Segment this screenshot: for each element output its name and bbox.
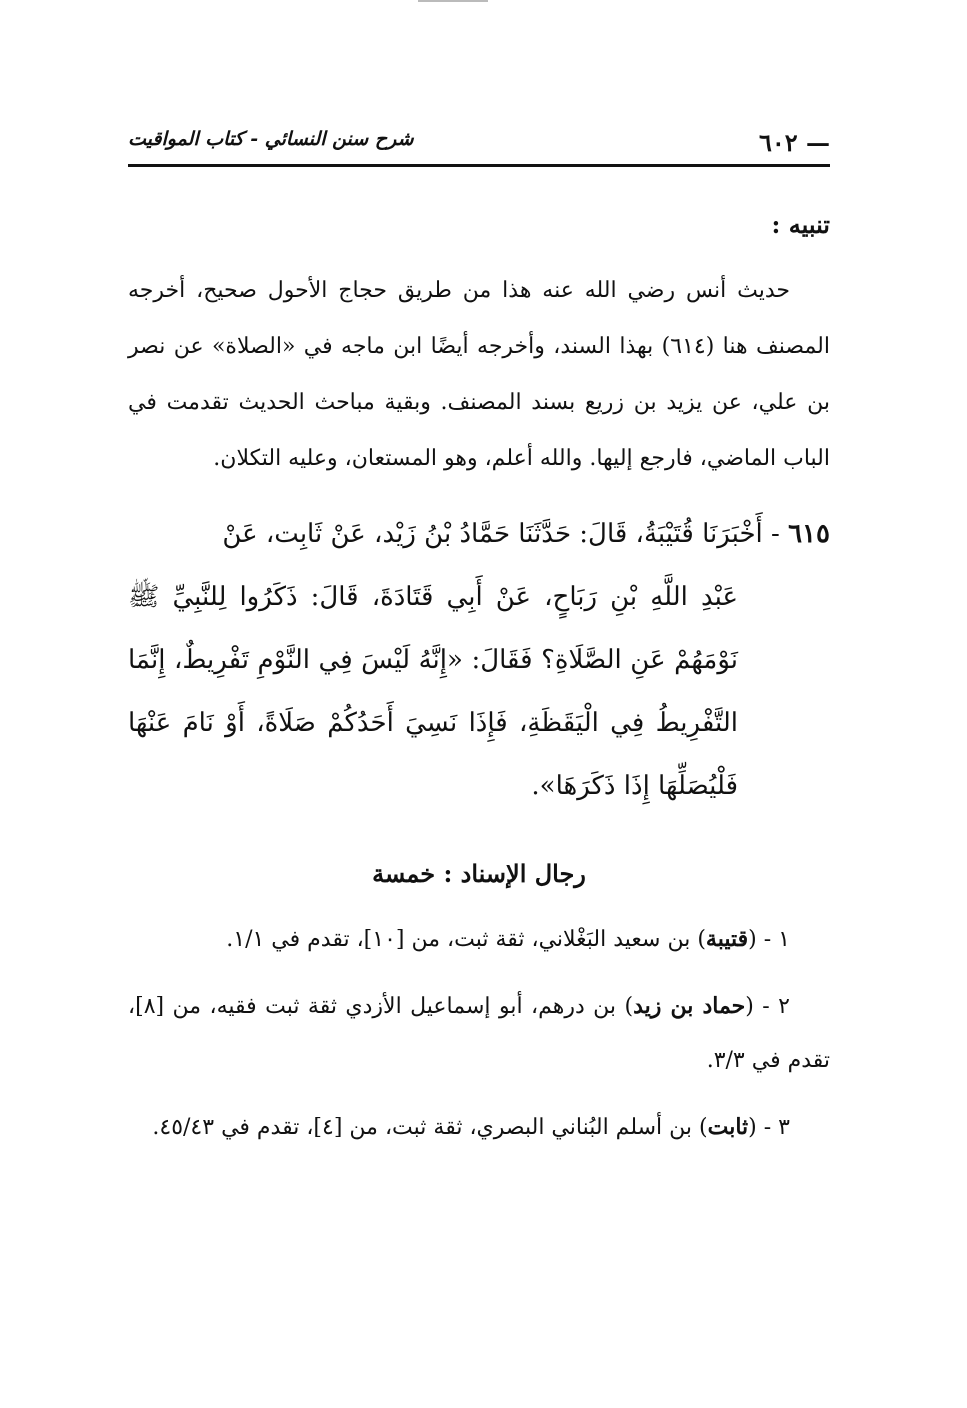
note-heading: تنبيه : [771, 210, 830, 239]
page-header [128, 120, 830, 172]
narrator-entry [128, 1100, 830, 1155]
page-number [759, 128, 830, 157]
narrator-entry [128, 912, 830, 967]
narrator-name: ثابت [707, 1114, 749, 1140]
hadith-text-line1: - أَخْبَرَنَا قُتَيْبَةُ، قَالَ: حَدَّثَنَا حَمَّادُ بْنُ زَيْد، عَنْ ثَابِت، عَنْ [222, 519, 780, 549]
narrator-details: ) بن سعيد البَغْلاني، ثقة ثبت، من [١٠]، تقدم في ١/١. [226, 927, 706, 952]
narrator-name: قتيبة [705, 926, 749, 952]
section-title: رجال الإسناد : خمسة [372, 859, 586, 888]
narrator-details: ) بن أسلم البُناني البصري، ثقة ثبت، من [٤]، تقدم في ٤٥/٤٣. [152, 1115, 708, 1140]
page-number-dash: — [806, 128, 830, 157]
header-rule [128, 164, 830, 167]
narrator-entry [128, 979, 830, 1088]
narrator-number: ٣ - ( [748, 1115, 790, 1140]
page-content [128, 205, 830, 1167]
narrator-details: ) بن درهم، أبو إسماعيل الأزدي ثقة ثبت فقيه، من [٨]، تقدم في ٣/٣. [128, 994, 830, 1073]
top-scan-mark [418, 0, 488, 2]
note-paragraph: حديث أنس رضي الله عنه هذا من طريق حجاج الأحول صحيح، أخرجه المصنف هنا (٦١٤) بهذا السند، وأخرجه أيضًا ابن ماجه في «الصلاة» عن نصر بن علي، عن يزيد بن زريع بسند المصنف. وبقية مباحث الحديث تقدمت في الباب الماضي، فارجع إليها. والله أعلم، وهو المستعان، وعليه التكلان. [128, 278, 830, 471]
hadith-first-line [128, 503, 830, 566]
page-number-value: ٦٠٢ [758, 128, 798, 157]
hadith-number: ٦١٥ [788, 519, 830, 549]
hadith-block [128, 503, 830, 818]
narrator-number: ١ - ( [748, 927, 790, 952]
hadith-text-continued: عَبْدِ اللَّهِ بْنِ رَبَاحٍ، عَنْ أَبِي قَتَادَةَ، قَالَ: ذَكَرُوا لِلنَّبِيِّ ﷺ نَوْمَهُمْ عَنِ الصَّلَاةِ؟ فَقَالَ: «إِنَّهُ لَيْسَ فِي النَّوْمِ تَفْرِيطٌ، إِنَّمَا التَّفْرِيطُ فِي الْيَقَظَةِ، فَإِذَا نَسِيَ أَحَدُكُمْ صَلَاةً، أَوْ نَامَ عَنْهَا فَلْيُصَلِّهَا إِذَا ذَكَرَهَا». [128, 582, 738, 801]
narrator-number: ٢ - ( [745, 994, 790, 1019]
narrator-name: حماد بن زيد [633, 993, 746, 1019]
running-title: شرح سنن النسائي - كتاب المواقيت [128, 128, 414, 150]
